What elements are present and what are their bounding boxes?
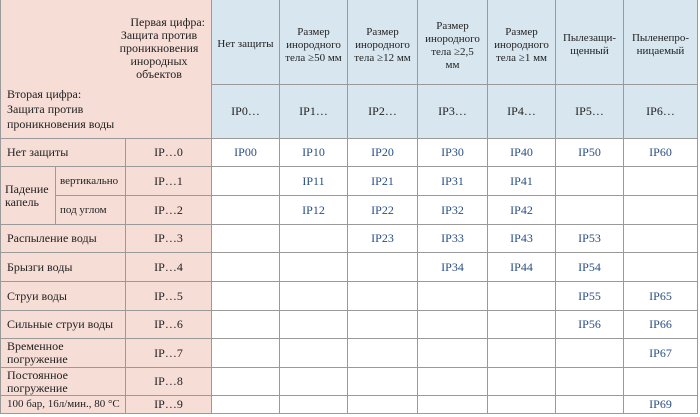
ip-value-cell	[212, 368, 280, 396]
ip-value: IP69	[649, 397, 672, 411]
ip-value	[556, 167, 623, 195]
row-code: IP…8	[154, 374, 183, 388]
column-code: IP2…	[368, 104, 397, 118]
column-header	[624, 0, 698, 139]
ip-value	[418, 368, 487, 395]
row-label-cell	[0, 396, 126, 414]
ip-value	[624, 368, 697, 395]
ip-value-cell	[488, 225, 556, 253]
ip-value	[348, 368, 417, 395]
ip-value-cell	[212, 339, 280, 368]
column-code: IP3…	[438, 104, 467, 118]
ip-value: IP41	[510, 173, 533, 188]
column-code: IP1…	[299, 104, 328, 118]
ip-value	[488, 339, 555, 367]
ip-value-cell	[280, 225, 348, 253]
ip-value-cell	[280, 167, 348, 196]
first-digit-line: инородных	[130, 54, 188, 68]
column-code: IP6…	[646, 104, 675, 118]
row-code: IP…3	[154, 231, 183, 245]
ip-value	[212, 225, 279, 252]
ip-value-cell	[280, 282, 348, 311]
column-title-line: Размер	[505, 26, 538, 38]
ip-value-cell	[556, 311, 624, 339]
row-code: IP…5	[154, 288, 183, 303]
column-title-line: Нет защиты	[217, 38, 274, 50]
row-label: Постоянное погружение	[7, 368, 68, 395]
column-code: IP5…	[575, 104, 604, 118]
ip-value	[212, 196, 279, 224]
ip-value	[348, 339, 417, 367]
ip-value	[280, 282, 347, 310]
first-digit-line: объектов	[136, 67, 182, 81]
ip-value-cell	[348, 396, 418, 414]
ip-value-cell	[212, 167, 280, 196]
ip-value: IP56	[578, 317, 601, 331]
ip-value-cell	[488, 196, 556, 225]
row-code-cell	[126, 167, 212, 196]
row-code-cell	[126, 368, 212, 396]
row-code: IP…7	[154, 345, 183, 360]
row-label: Брызги воды	[7, 259, 73, 274]
ip-value-cell	[556, 253, 624, 282]
column-header-divider	[624, 84, 697, 85]
column-title-line: тела ≥1 мм	[495, 52, 548, 64]
ip-value	[348, 282, 417, 310]
row-code-cell	[126, 396, 212, 414]
ip-value: IP12	[302, 202, 325, 217]
ip-value	[280, 339, 347, 367]
ip-value-cell	[556, 339, 624, 368]
second-digit-line: Вторая цифра:	[7, 87, 82, 101]
column-title-line: Размер	[297, 26, 330, 38]
row-code: IP…0	[154, 145, 183, 159]
ip-value: IP67	[649, 345, 672, 360]
ip-value	[348, 253, 417, 281]
ip-value	[488, 282, 555, 310]
corner-header	[0, 0, 212, 139]
ip-value	[418, 396, 487, 413]
ip-value	[418, 339, 487, 367]
ip-value-cell	[348, 282, 418, 311]
column-title-line: Размер	[436, 20, 469, 32]
ip-value-cell	[624, 253, 698, 282]
column-title-line: тела ≥50 мм	[285, 52, 342, 64]
ip-value: IP40	[510, 145, 533, 159]
ip-value-cell	[212, 311, 280, 339]
ip-value-cell	[624, 167, 698, 196]
ip-value-cell	[418, 368, 488, 396]
ip-value	[212, 167, 279, 195]
ip-value: IP50	[578, 145, 601, 159]
row-label-cell	[0, 368, 126, 396]
column-header-divider	[488, 84, 555, 85]
second-digit-line: Защита против	[7, 102, 84, 116]
ip-value	[624, 225, 697, 252]
column-title-line: щенный	[570, 45, 609, 57]
ip-value-cell	[556, 225, 624, 253]
ip-value	[212, 253, 279, 281]
first-digit-line: Первая цифра:	[130, 15, 205, 29]
column-title-line: инородного	[286, 39, 341, 51]
ip-value-cell	[280, 253, 348, 282]
row-label-cell	[0, 311, 126, 339]
ip-value-cell	[556, 282, 624, 311]
ip-value	[280, 396, 347, 413]
ip-value	[556, 396, 623, 413]
ip-value-cell	[348, 139, 418, 167]
ip-value-cell	[280, 396, 348, 414]
ip-value-cell	[418, 167, 488, 196]
ip-value: IP32	[441, 202, 464, 217]
ip-value	[212, 339, 279, 367]
ip-value	[556, 339, 623, 367]
ip-value: IP34	[441, 259, 464, 274]
ip-value	[280, 253, 347, 281]
row-code-cell	[126, 253, 212, 282]
column-header	[488, 0, 556, 139]
row-code: IP…9	[154, 397, 183, 411]
ip-value-cell	[348, 196, 418, 225]
ip-value-cell	[418, 311, 488, 339]
row-code: IP…1	[154, 173, 183, 188]
ip-value-cell	[280, 339, 348, 368]
ip-value-cell	[212, 225, 280, 253]
ip-value	[488, 311, 555, 338]
ip-value-cell	[418, 253, 488, 282]
ip-value-cell	[418, 282, 488, 311]
ip-value: IP11	[302, 173, 325, 188]
ip-value: IP00	[234, 145, 257, 159]
column-title-line: инородного	[494, 39, 549, 51]
column-header-divider	[556, 84, 623, 85]
ip-value-cell	[624, 282, 698, 311]
row-label-cell	[56, 196, 126, 225]
row-label-cell	[0, 339, 126, 368]
ip-value-cell	[624, 311, 698, 339]
column-title-line: тела ≥12 мм	[354, 52, 411, 64]
row-code-cell	[126, 282, 212, 311]
first-digit-line: Защита против	[120, 28, 198, 42]
column-title-line: тела ≥2,5	[431, 46, 474, 58]
ip-value-cell	[348, 225, 418, 253]
column-header	[348, 0, 418, 139]
ip-value: IP30	[441, 145, 464, 159]
group-label-cell	[0, 167, 56, 225]
ip-value-cell	[624, 225, 698, 253]
column-header	[280, 0, 348, 139]
row-code: IP…2	[154, 202, 183, 217]
ip-value-cell	[418, 225, 488, 253]
ip-value-cell	[212, 196, 280, 225]
row-code-cell	[126, 196, 212, 225]
row-label: 100 бар, 16л/мин., 80 °С	[7, 398, 120, 410]
ip-value: IP65	[649, 288, 672, 303]
ip-value-cell	[280, 139, 348, 167]
column-title-line: ницаемый	[636, 45, 685, 57]
ip-value-cell	[488, 368, 556, 396]
ip-value-cell	[488, 139, 556, 167]
column-header-divider	[418, 84, 487, 85]
ip-value-cell	[348, 368, 418, 396]
ip-value-cell	[488, 253, 556, 282]
ip-value	[280, 311, 347, 338]
ip-value-cell	[624, 396, 698, 414]
row-code: IP…6	[154, 317, 183, 331]
ip-value: IP33	[441, 231, 464, 245]
ip-value-cell	[212, 282, 280, 311]
row-label-cell	[0, 253, 126, 282]
ip-value: IP31	[441, 173, 464, 188]
row-label: под углом	[60, 203, 107, 216]
ip-value-cell	[348, 167, 418, 196]
ip-value-cell	[488, 339, 556, 368]
ip-value-cell	[212, 139, 280, 167]
row-label-cell	[56, 167, 126, 196]
ip-value-cell	[280, 368, 348, 396]
ip-value: IP10	[302, 145, 325, 159]
ip-value-cell	[556, 167, 624, 196]
ip-value	[556, 196, 623, 224]
ip-value-cell	[556, 139, 624, 167]
ip-value	[418, 311, 487, 338]
row-code-cell	[126, 339, 212, 368]
ip-value: IP54	[578, 259, 601, 274]
ip-value-cell	[418, 396, 488, 414]
ip-value-cell	[556, 196, 624, 225]
row-label-cell	[0, 282, 126, 311]
ip-value-cell	[348, 311, 418, 339]
row-label: вертикально	[60, 174, 119, 187]
column-header	[418, 0, 488, 139]
ip-value	[212, 311, 279, 338]
row-label-cell	[0, 139, 126, 167]
row-label: Распыление воды	[7, 231, 97, 245]
column-code: IP4…	[507, 104, 536, 118]
row-code: IP…4	[154, 259, 183, 274]
ip-value: IP66	[649, 317, 672, 331]
ip-value: IP22	[371, 202, 394, 217]
ip-value: IP60	[649, 145, 672, 159]
column-title-line: Пыленепро-	[631, 32, 690, 44]
column-title-line: инородного	[355, 39, 410, 51]
ip-value-cell	[418, 339, 488, 368]
ip-value	[624, 167, 697, 195]
column-code: IP0…	[231, 104, 260, 118]
column-header	[556, 0, 624, 139]
ip-value: IP20	[371, 145, 394, 159]
ip-value-cell	[212, 396, 280, 414]
ip-value	[624, 196, 697, 224]
ip-value	[624, 253, 697, 281]
column-title-line: мм	[445, 59, 460, 71]
group-label: Падение капель	[5, 181, 49, 209]
column-header-divider	[348, 84, 417, 85]
row-label: Временное погружение	[7, 339, 68, 366]
row-label-cell	[0, 225, 126, 253]
row-code-cell	[126, 139, 212, 167]
ip-value	[488, 396, 555, 413]
row-label: Струи воды	[7, 288, 67, 303]
ip-value-cell	[212, 253, 280, 282]
ip-value: IP42	[510, 202, 533, 217]
ip-value: IP43	[510, 231, 533, 245]
ip-value: IP44	[510, 259, 533, 274]
ip-value	[348, 396, 417, 413]
ip-value: IP55	[578, 288, 601, 303]
ip-value	[280, 368, 347, 395]
ip-value-cell	[624, 368, 698, 396]
ip-value: IP53	[578, 231, 601, 245]
column-title-line: Размер	[366, 26, 399, 38]
row-code-cell	[126, 311, 212, 339]
ip-value	[212, 368, 279, 395]
row-label: Сильные струи воды	[7, 317, 114, 331]
ip-value-cell	[488, 311, 556, 339]
ip-value: IP21	[371, 173, 394, 188]
ip-value-cell	[488, 282, 556, 311]
ip-value-cell	[624, 196, 698, 225]
column-header-divider	[212, 84, 279, 85]
column-header-divider	[280, 84, 347, 85]
ip-value-cell	[280, 311, 348, 339]
row-code-cell	[126, 225, 212, 253]
ip-value	[280, 225, 347, 252]
ip-value	[556, 368, 623, 395]
column-header	[212, 0, 280, 139]
row-label: Нет защиты	[7, 145, 69, 159]
ip-value-cell	[418, 196, 488, 225]
column-title-line: инородного	[425, 33, 480, 45]
ip-value-cell	[556, 396, 624, 414]
ip-value	[488, 368, 555, 395]
ip-value-cell	[348, 339, 418, 368]
ip-value	[348, 311, 417, 338]
first-digit-line: проникновения	[119, 41, 199, 55]
column-title-line: Пылезащи-	[562, 32, 617, 44]
ip-value-cell	[348, 253, 418, 282]
ip-value	[212, 282, 279, 310]
ip-value-cell	[624, 339, 698, 368]
ip-value-cell	[624, 139, 698, 167]
ip-value: IP23	[371, 231, 394, 245]
second-digit-line: проникновения воды	[7, 117, 115, 131]
ip-value-cell	[556, 368, 624, 396]
ip-value	[212, 396, 279, 413]
ip-value-cell	[418, 139, 488, 167]
ip-value-cell	[280, 196, 348, 225]
ip-value-cell	[488, 396, 556, 414]
ip-value	[418, 282, 487, 310]
ip-value-cell	[488, 167, 556, 196]
